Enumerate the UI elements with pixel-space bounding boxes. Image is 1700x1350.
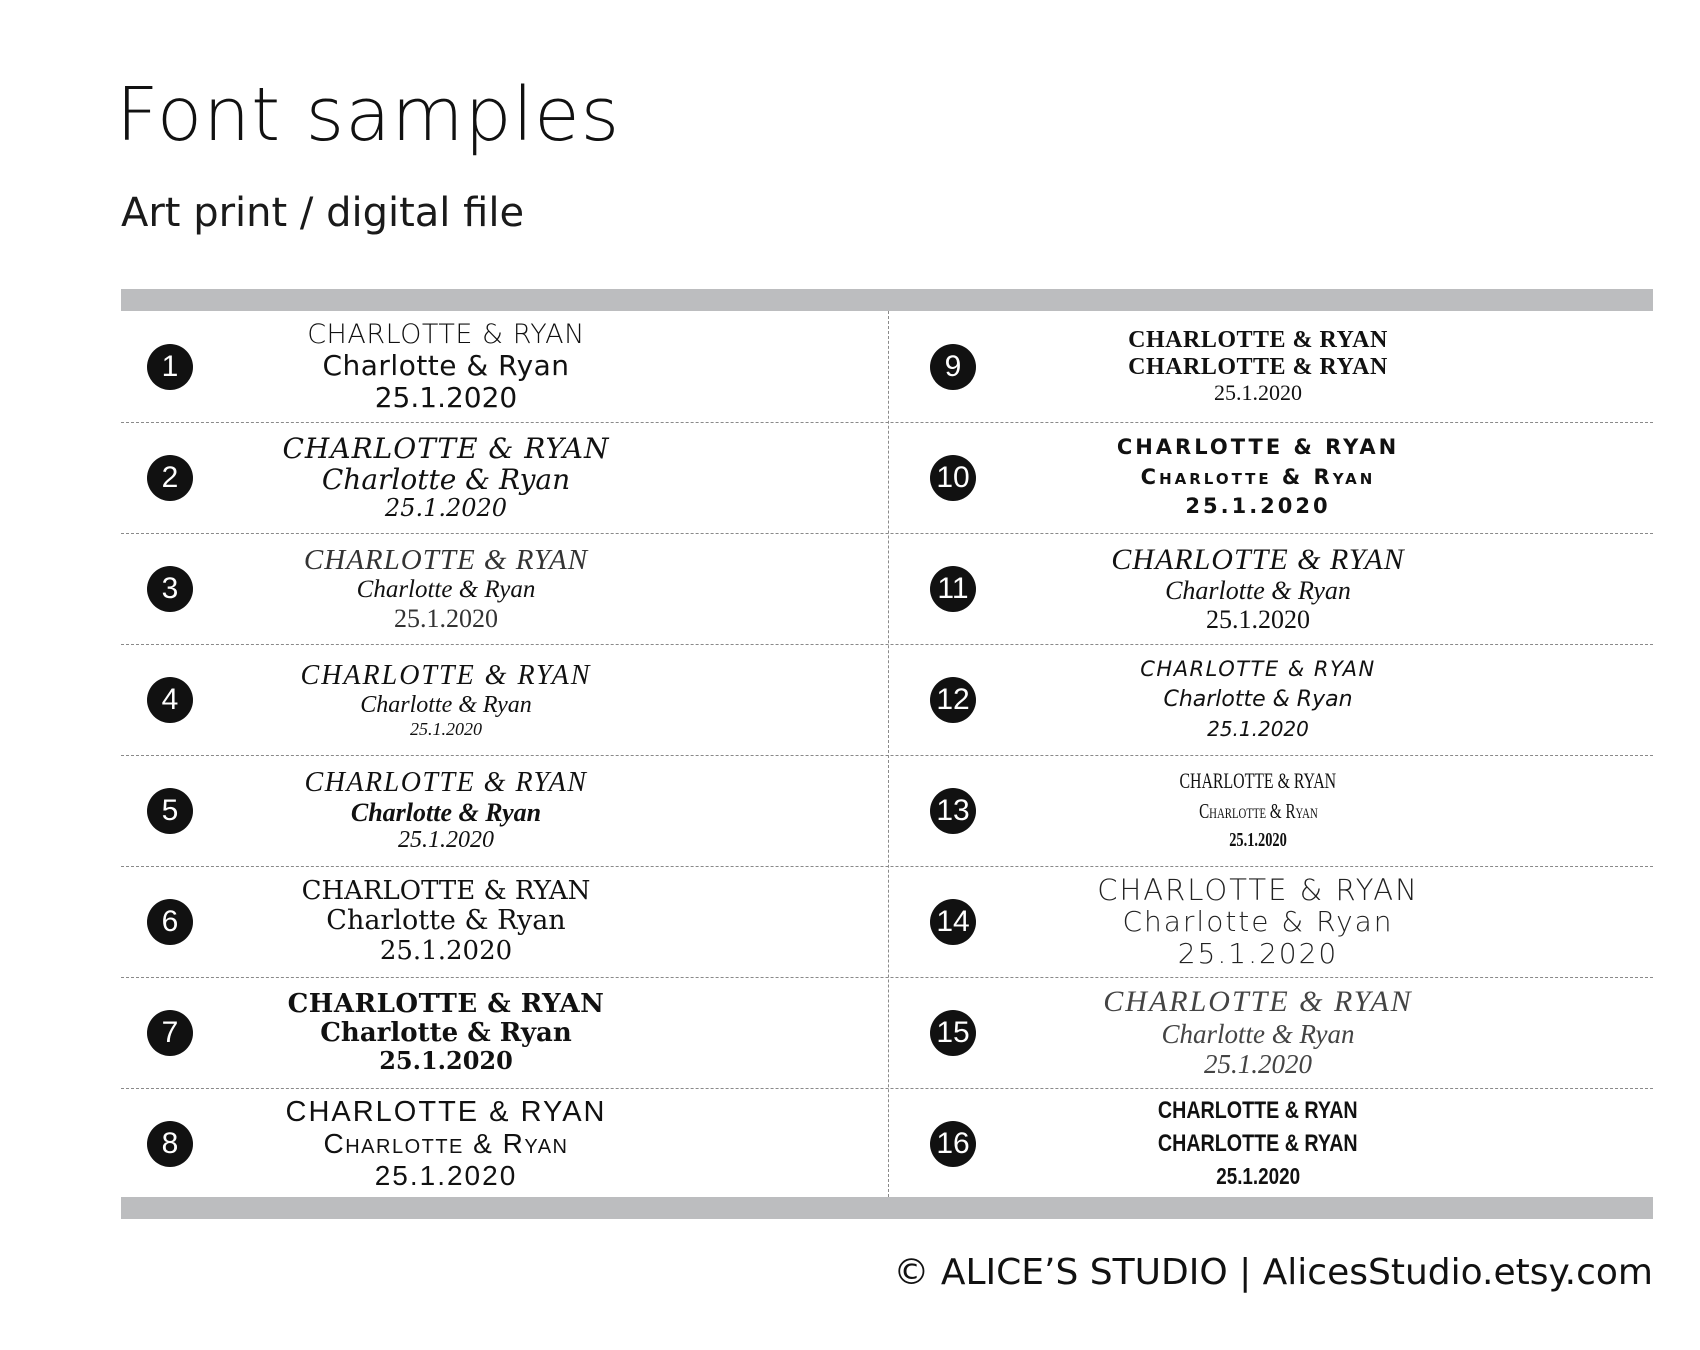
sample-line-2: Charlotte & Ryan xyxy=(350,798,542,828)
sample-number-badge: 3 xyxy=(147,566,193,612)
font-sample-table xyxy=(121,311,1653,1197)
sample-line-3: 25.1.2020 xyxy=(398,827,494,854)
sample-line-1: CHARLOTTE & RYAN xyxy=(1128,327,1388,354)
sample-line-2: Charlotte & Ryan xyxy=(1140,464,1376,489)
sample-line-3: 25.1.2020 xyxy=(379,935,513,966)
page-subtitle: Art print / digital file xyxy=(121,190,525,236)
sample-line-1: CHARLOTTE & RYAN xyxy=(304,766,588,798)
sample-line-3: 25.1.2020 xyxy=(1206,605,1310,635)
font-sample-6 xyxy=(121,866,887,977)
sample-line-3: 25.1.2020 xyxy=(1204,1049,1312,1080)
sample-line-2: Charlotte & Ryan xyxy=(1163,686,1353,712)
sample-line-2: Charlotte & Ryan xyxy=(321,463,571,497)
sample-line-1: CHARLOTTE & RYAN xyxy=(300,660,592,692)
font-sample-1 xyxy=(121,311,887,422)
sample-line-2: Charlotte & Ryan xyxy=(1122,905,1394,939)
sample-number-badge: 7 xyxy=(147,1010,193,1056)
sample-line-1: CHARLOTTE & RYAN xyxy=(303,543,589,576)
sample-line-3: 25.1.2020 xyxy=(1214,380,1302,406)
font-sample-14 xyxy=(888,866,1654,977)
sample-line-2: CHARLOTTE & RYAN xyxy=(1158,1129,1358,1157)
sample-line-2: Charlotte & Ryan xyxy=(1161,1019,1355,1050)
page-title: Font samples xyxy=(116,72,621,158)
sample-number-badge: 10 xyxy=(930,455,976,501)
sample-line-3: 25.1.2020 xyxy=(1229,829,1287,852)
font-sample-3 xyxy=(121,533,887,644)
footer-credit: © ALICE’S STUDIO | AlicesStudio.etsy.com xyxy=(893,1252,1653,1293)
font-sample-10 xyxy=(888,422,1654,533)
sample-number-badge: 8 xyxy=(147,1121,193,1167)
sample-line-1: CHARLOTTE & RYAN xyxy=(307,319,585,351)
sample-line-1: CHARLOTTE & RYAN xyxy=(1179,768,1337,794)
sample-line-3: 25.1.2020 xyxy=(374,380,518,414)
sample-line-2: Charlotte & Ryan xyxy=(326,905,566,937)
sample-number-badge: 11 xyxy=(930,566,976,612)
sample-line-2: Charlotte & Ryan xyxy=(360,691,532,718)
sample-number-badge: 1 xyxy=(147,344,193,390)
sample-line-3: 25.1.2020 xyxy=(394,604,498,634)
font-sample-15 xyxy=(888,977,1654,1088)
font-sample-8 xyxy=(121,1088,887,1199)
sample-line-1: CHARLOTTE & RYAN xyxy=(1140,657,1376,682)
sample-number-badge: 16 xyxy=(930,1121,976,1167)
font-sample-7 xyxy=(121,977,887,1088)
sample-line-3: 25.1.2020 xyxy=(384,494,508,523)
sample-line-2: Charlotte & Ryan xyxy=(322,349,570,383)
font-sample-4 xyxy=(121,644,887,755)
sample-line-3: 25.1.2020 xyxy=(410,718,482,739)
sample-line-2: Charlotte & Ryan xyxy=(323,1128,569,1160)
sample-number-badge: 2 xyxy=(147,455,193,501)
sample-line-3: 25.1.2020 xyxy=(1207,717,1309,742)
top-band xyxy=(121,289,1653,311)
sample-line-3: 25.1.2020 xyxy=(374,1159,518,1191)
font-sample-16 xyxy=(888,1088,1654,1199)
sample-line-1: CHARLOTTE & RYAN xyxy=(1116,435,1400,460)
sample-number-badge: 4 xyxy=(147,677,193,723)
sample-number-badge: 5 xyxy=(147,788,193,834)
sample-line-3: 25.1.2020 xyxy=(1216,1162,1300,1189)
sample-line-1: CHARLOTTE & RYAN xyxy=(282,431,610,465)
sample-line-1: CHARLOTTE & RYAN xyxy=(301,876,591,907)
sample-line-2: Charlotte & Ryan xyxy=(356,576,536,604)
sample-line-1: CHARLOTTE & RYAN xyxy=(1103,985,1413,1019)
font-sample-13 xyxy=(888,755,1654,866)
sample-line-2: Charlotte & Ryan xyxy=(320,1018,572,1049)
font-sample-12 xyxy=(888,644,1654,755)
font-sample-9 xyxy=(888,311,1654,422)
sample-line-1: CHARLOTTE & RYAN xyxy=(1097,872,1419,907)
sample-line-3: 25.1.2020 xyxy=(1185,494,1331,519)
sample-line-1: CHARLOTTE & RYAN xyxy=(287,988,605,1019)
sample-number-badge: 13 xyxy=(930,788,976,834)
sample-line-2: Charlotte & Ryan xyxy=(1198,798,1318,823)
sample-number-badge: 15 xyxy=(930,1010,976,1056)
font-sample-2 xyxy=(121,422,887,533)
sample-line-1: CHARLOTTE & RYAN xyxy=(1158,1096,1358,1124)
sample-line-1: CHARLOTTE & RYAN xyxy=(285,1095,607,1128)
sample-number-badge: 6 xyxy=(147,899,193,945)
font-sample-5 xyxy=(121,755,887,866)
bottom-band xyxy=(121,1197,1653,1219)
sample-number-badge: 9 xyxy=(930,344,976,390)
sample-number-badge: 14 xyxy=(930,899,976,945)
sample-line-3: 25.1.2020 xyxy=(1177,936,1339,970)
font-sample-11 xyxy=(888,533,1654,644)
sample-number-badge: 12 xyxy=(930,677,976,723)
sample-line-1: CHARLOTTE & RYAN xyxy=(1111,542,1405,576)
sample-line-2: Charlotte & Ryan xyxy=(1165,576,1351,606)
sample-line-2: CHARLOTTE & RYAN xyxy=(1128,354,1388,381)
sample-line-3: 25.1.2020 xyxy=(379,1046,513,1076)
